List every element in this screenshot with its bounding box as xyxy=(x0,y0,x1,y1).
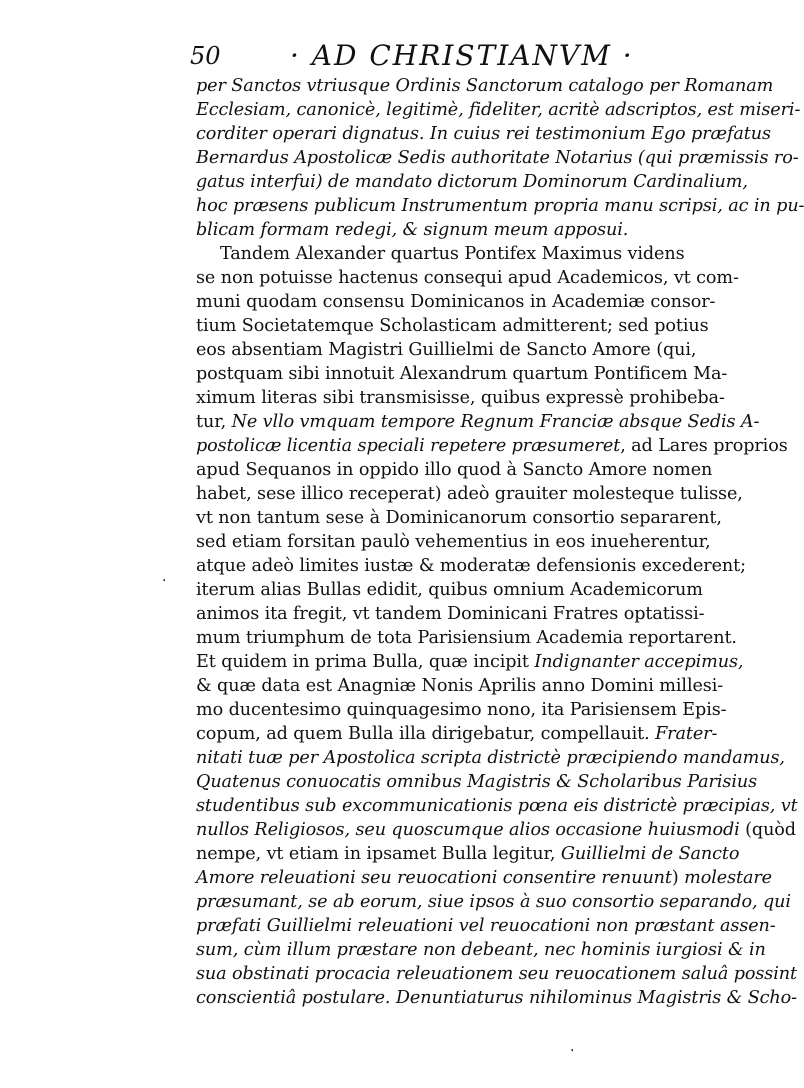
text-line: Ecclesiam, canonicè, legitimè, fideliter, acritè adscriptos, est miseri- xyxy=(196,100,801,120)
text-line: præsumant, se ab eorum, siue ipsos à suo consortio separando, qui xyxy=(196,892,791,912)
text-line: nitati tuæ per Apostolica scripta districtè præcipiendo mandamus, xyxy=(196,748,785,768)
text-line: ximum literas sibi transmisisse, quibus expressè prohibeba- xyxy=(196,388,725,408)
ink-speck: · xyxy=(570,1043,575,1059)
text-line: corditer operari dignatus. In cuius rei testimonium Ego præfatus xyxy=(196,124,771,144)
ink-speck: · xyxy=(162,573,167,589)
text-line: habet, sese illico receperat) adeò grauiter molesteque tulisse, xyxy=(196,484,743,504)
text-line: gatus interfui) de mandato dictorum Dominorum Cardinalium, xyxy=(196,172,748,192)
text-line: blicam formam redegi, & signum meum apposui. xyxy=(196,220,629,240)
text-line: muni quodam consensu Dominicanos in Academiæ consor- xyxy=(196,292,716,312)
text-run: Denuntiaturus nihilominus Magistris & Scho- xyxy=(395,988,797,1008)
text-line: tium Societatemque Scholasticam admitterent; sed potius xyxy=(196,316,709,336)
text-line: se non potuisse hactenus consequi apud Academicos, vt com- xyxy=(196,268,739,288)
page-header xyxy=(190,36,730,76)
text-run: tur, xyxy=(196,412,232,432)
text-run: Indignanter accepimus, xyxy=(534,652,744,672)
text-line: sua obstinati procacia releuationem seu reuocationem saluâ possint xyxy=(196,964,797,984)
text-line: sum, cùm illum præstare non debeant, nec hominis iurgiosi & in xyxy=(196,940,766,960)
text-line: apud Sequanos in oppido illo quod à Sancto Amore nomen xyxy=(196,460,713,480)
text-line: præfati Guillielmi releuationi vel reuocationi non præstant assen- xyxy=(196,916,776,936)
text-line: sed etiam forsitan paulò vehementius in eos inueherentur, xyxy=(196,532,711,552)
text-line xyxy=(196,434,788,458)
page-number: 50 xyxy=(190,42,221,70)
text-line xyxy=(196,650,744,674)
text-run: , ad Lares proprios xyxy=(620,436,788,456)
text-line: mum triumphum de tota Parisiensium Academia reportarent. xyxy=(196,628,737,648)
text-line: Bernardus Apostolicæ Sedis authoritate Notarius (qui præmissis ro- xyxy=(196,148,799,168)
text-run: Guillielmi de Sancto xyxy=(560,844,740,864)
text-line xyxy=(196,866,772,890)
text-line: Quatenus conuocatis omnibus Magistris & Scholaribus Parisius xyxy=(196,772,758,792)
running-head: · AD CHRISTIANVM · xyxy=(290,39,634,72)
text-run: nempe, vt etiam in ipsamet Bulla legitur, xyxy=(196,844,561,864)
text-line xyxy=(196,410,760,434)
text-run: copum, ad quem Bulla illa dirigebatur, compellauit. xyxy=(196,724,656,744)
text-line: per Sanctos vtriusque Ordinis Sanctorum catalogo per Romanam xyxy=(196,76,774,96)
text-line: atque adeò limites iustæ & moderatæ defensionis excederent; xyxy=(196,556,746,576)
body-text xyxy=(196,74,804,1010)
text-run: (quòd xyxy=(745,820,796,840)
text-run: nullos Religiosos, seu quoscumque alios occasione huiusmodi xyxy=(196,820,746,840)
text-line: studentibus sub excommunicationis pœna eis districtè præcipias, vt xyxy=(196,796,798,816)
text-line: vt non tantum sese à Dominicanorum consortio separarent, xyxy=(196,508,722,528)
text-line: hoc præsens publicum Instrumentum propria manu scripsi, ac in pu- xyxy=(196,196,804,216)
text-line: iterum alias Bullas edidit, quibus omnium Academicorum xyxy=(196,580,703,600)
text-run: Et quidem in prima Bulla, quæ incipit xyxy=(196,652,535,672)
text-run: Ne vllo vmquam tempore Regnum Franciæ absque Sedis A- xyxy=(231,412,760,432)
text-run: conscientiâ postulare. xyxy=(196,988,396,1008)
text-run: Frater- xyxy=(655,724,718,744)
text-line: postquam sibi innotuit Alexandrum quartum Pontificem Ma- xyxy=(196,364,728,384)
text-run: postolicæ licentia speciali repetere præsumeret xyxy=(196,436,621,456)
text-line xyxy=(196,986,797,1010)
text-run: molestare xyxy=(684,868,772,888)
text-line: eos absentiam Magistri Guillielmi de Sancto Amore (qui, xyxy=(196,340,697,360)
text-line: animos ita fregit, vt tandem Dominicani Fratres optatissi- xyxy=(196,604,705,624)
text-line xyxy=(196,722,716,746)
text-run: Amore releuationi seu reuocationi consentire renuunt xyxy=(196,868,672,888)
text-line: Tandem Alexander quartus Pontifex Maximus videns xyxy=(220,244,685,264)
text-line xyxy=(196,818,796,842)
text-line: & quæ data est Anagniæ Nonis Aprilis anno Domini millesi- xyxy=(196,676,724,696)
text-line: mo ducentesimo quinquagesimo nono, ita Parisiensem Epis- xyxy=(196,700,727,720)
text-run: ) xyxy=(671,868,685,888)
text-line xyxy=(196,842,740,866)
